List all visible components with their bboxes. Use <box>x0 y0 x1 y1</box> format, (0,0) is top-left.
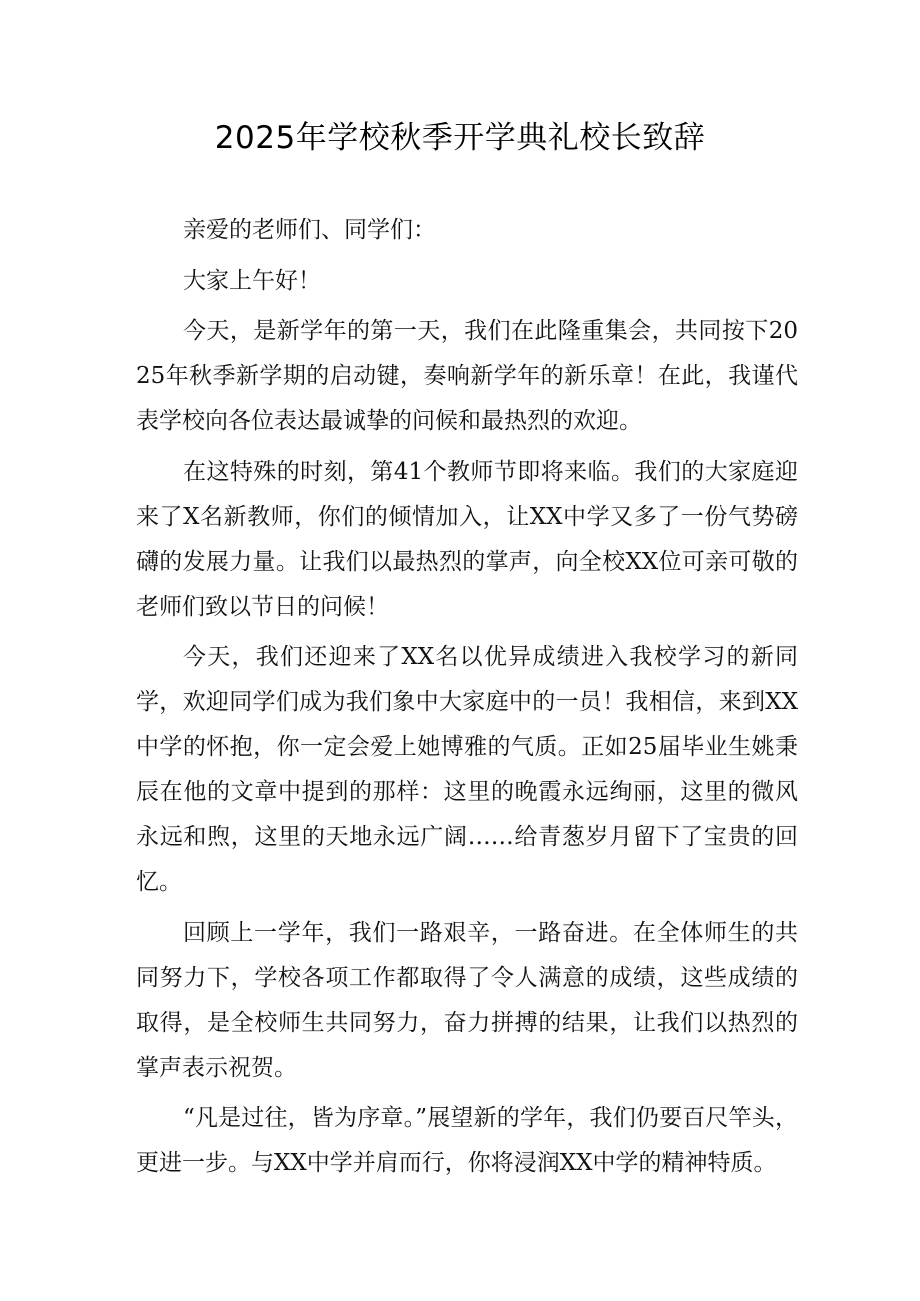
paragraph-salutation: 亲爱的老师们、同学们： <box>183 217 436 243</box>
paragraph-teachers-day: 在这特殊的时刻，第41个教师节即将来临。我们的大家庭迎来了X名新教师，你们的倾情加入，让XX中学又多了一份气势磅礴的发展力量。让我们以最热烈的掌声，向全校XX位可亲可敬的老师们致以节日的问候！ <box>136 458 798 620</box>
paragraph-opening: 今天，是新学年的第一天，我们在此隆重集会，共同按下2025年秋季新学期的启动键，奏响新学年的新乐章！在此，我谨代表学校向各位表达最诚挚的问候和最热烈的欢迎。 <box>136 318 798 434</box>
paragraph-new-students: 今天，我们还迎来了XX名以优异成绩进入我校学习的新同学，欢迎同学们成为我们象中大家庭中的一员！我相信，来到XX中学的怀抱，你一定会爱上她博雅的气质。正如25届毕业生姚秉辰在他的文章中提到的那样：这里的晚霞永远绚丽，这里的微风永远和煦，这里的天地永远广阔……给青葱岁月留下了宝贵的回忆。 <box>136 644 798 895</box>
paragraph-review: 回顾上一学年，我们一路艰辛，一路奋进。在全体师生的共同努力下，学校各项工作都取得了令人满意的成绩，这些成绩的取得，是全校师生共同努力，奋力拼搏的结果，让我们以热烈的掌声表示祝贺。 <box>136 919 798 1081</box>
document-body <box>136 208 798 1192</box>
paragraph-outlook: “凡是过往，皆为序章。”展望新的学年，我们仍要百尺竿头，更进一步。与XX中学并肩而行，你将浸润XX中学的精神特质。 <box>136 1105 798 1176</box>
document-title: 2025年学校秋季开学典礼校长致辞 <box>214 120 706 156</box>
paragraph-greeting: 大家上午好！ <box>183 267 321 294</box>
